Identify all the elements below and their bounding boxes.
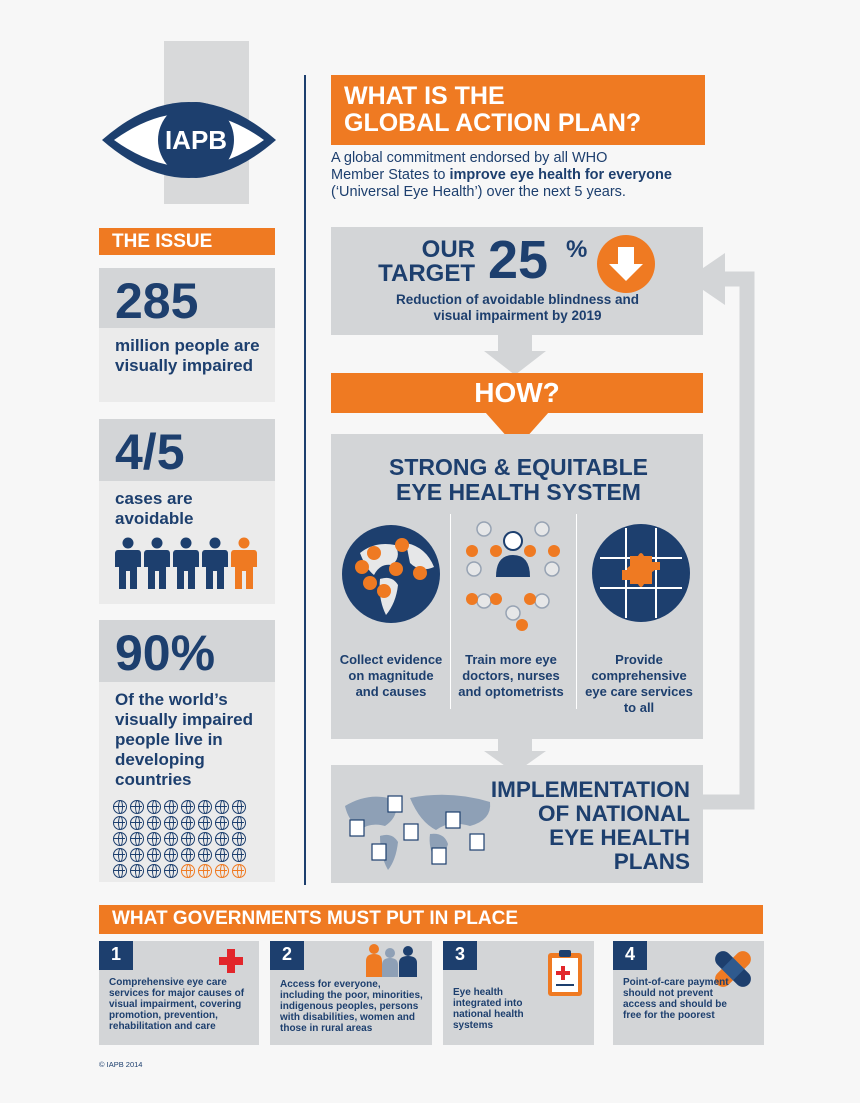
system-title-line: EYE HEALTH SYSTEM (396, 479, 641, 505)
globe-icon (164, 816, 178, 830)
globe-icon (181, 800, 195, 814)
globe-icon (198, 832, 212, 846)
system-column-label: Train more eye doctors, nurses and optometrists (458, 652, 564, 699)
system-column-label: Provide comprehensive eye care services to all (585, 652, 693, 715)
globe-info-icon (340, 523, 442, 625)
target-label-line: TARGET (378, 260, 475, 287)
desc-line: (‘Universal Eye Health’) over the next 5 years. (331, 184, 626, 200)
clipboard-icon (547, 949, 583, 997)
globe-icon (215, 800, 229, 814)
globe-icon (215, 864, 229, 878)
target-unit: % (566, 236, 588, 263)
stat-value: 4/5 (99, 419, 275, 481)
stat-card-visually-impaired (99, 268, 275, 402)
globe-icon (232, 848, 246, 862)
globe-icon (147, 864, 161, 878)
impl-title-line: EYE HEALTH (549, 825, 690, 850)
target-value: 25 (488, 230, 549, 290)
person-icon (144, 537, 170, 589)
globe-icon (147, 800, 161, 814)
government-item (443, 941, 594, 1045)
column-separator (450, 514, 451, 709)
globe-icon (113, 864, 127, 878)
system-title (331, 455, 706, 505)
target-label-line: OUR (421, 236, 475, 263)
implementation-title (470, 778, 690, 874)
stat-card-developing-countries (99, 620, 275, 882)
desc-text: Member States to (331, 167, 450, 183)
globe-icon (113, 816, 127, 830)
copyright-text: © IAPB 2014 (99, 1060, 143, 1069)
globe-icon (215, 816, 229, 830)
logo-text: IAPB (164, 125, 228, 155)
stat-text: Of the world’s visually impaired people live in developing countries (115, 690, 253, 789)
globe-icon (164, 864, 178, 878)
item-text: Comprehensive eye care services for major causes of visual impairment, covering promotion, prevention, rehabilitation and care (109, 977, 245, 1032)
globe-icon (164, 800, 178, 814)
iapb-logo (100, 92, 278, 188)
globe-icon (113, 832, 127, 846)
globe-icon (113, 848, 127, 862)
globe-icon (164, 832, 178, 846)
globe-icon (232, 832, 246, 846)
stat-text: million people are visually impaired (115, 336, 260, 375)
desc-line (331, 167, 711, 184)
globe-icon (147, 816, 161, 830)
globe-pictogram-grid (99, 790, 275, 878)
globe-icon (232, 800, 246, 814)
health-workers-icon (458, 515, 568, 635)
issue-heading: THE ISSUE (99, 228, 275, 255)
globe-icon (113, 800, 127, 814)
globe-icon (147, 832, 161, 846)
person-icon (231, 537, 257, 589)
desc-line: Reduction of avoidable blindness and (395, 292, 640, 307)
globe-icon (232, 816, 246, 830)
person-pictogram-row (99, 529, 275, 589)
item-text: Eye health integrated into national health systems (453, 987, 524, 1031)
government-item (270, 941, 432, 1045)
desc-emphasis: improve eye health for everyone (449, 167, 672, 183)
down-arrow-icon (597, 235, 655, 293)
globe-icon (198, 864, 212, 878)
globe-icon (130, 832, 144, 846)
globe-icon (215, 832, 229, 846)
item-number: 4 (613, 941, 647, 970)
impl-title-line: IMPLEMENTATION (490, 777, 690, 802)
governments-heading: WHAT GOVERNMENTS MUST PUT IN PLACE (99, 905, 763, 934)
title-line: WHAT IS THE (344, 82, 505, 110)
globe-icon (130, 816, 144, 830)
red-cross-icon (219, 949, 243, 973)
globe-icon (181, 832, 195, 846)
globe-icon (198, 848, 212, 862)
puzzle-icon (590, 522, 692, 624)
globe-icon (215, 848, 229, 862)
item-text: Access for everyone, including the poor, minorities, indigenous peoples, persons with disabilities, women and those in rural areas (280, 979, 423, 1034)
flow-arrow-icon (480, 335, 550, 375)
impl-title-line: OF NATIONAL (537, 801, 690, 826)
government-item (613, 941, 764, 1045)
stat-value: 90% (99, 620, 275, 682)
globe-icon (181, 848, 195, 862)
globe-icon (181, 816, 195, 830)
action-plan-description (331, 150, 711, 201)
globe-icon (130, 864, 144, 878)
globe-icon (181, 864, 195, 878)
globe-icon (232, 864, 246, 878)
column-divider (304, 75, 306, 885)
item-number: 1 (99, 941, 133, 970)
target-label (370, 238, 475, 286)
column-separator (576, 514, 577, 709)
government-item (99, 941, 259, 1045)
person-icon (202, 537, 228, 589)
globe-icon (130, 800, 144, 814)
globe-icon (147, 848, 161, 862)
target-description (335, 292, 700, 324)
people-group-icon (362, 943, 422, 977)
stat-text: cases are avoidable (115, 489, 194, 528)
how-heading: HOW? (331, 373, 703, 413)
globe-icon (198, 816, 212, 830)
impl-title-line: PLANS (613, 849, 690, 874)
stat-value: 285 (99, 268, 275, 328)
globe-icon (130, 848, 144, 862)
desc-line: visual impairment by 2019 (433, 308, 602, 323)
globe-icon (164, 848, 178, 862)
person-icon (173, 537, 199, 589)
system-title-line: STRONG & EQUITABLE (389, 454, 648, 480)
item-text: Point-of-care payment should not prevent access and should be free for the poorest (623, 977, 729, 1021)
stat-card-avoidable (99, 419, 275, 604)
desc-line: A global commitment endorsed by all WHO (331, 150, 608, 166)
title-line: GLOBAL ACTION PLAN? (344, 109, 642, 137)
action-plan-title (331, 75, 705, 145)
item-number: 2 (270, 941, 304, 970)
globe-icon (198, 800, 212, 814)
item-number: 3 (443, 941, 477, 970)
person-icon (115, 537, 141, 589)
system-column-label: Collect evidence on magnitude and causes (339, 652, 443, 699)
